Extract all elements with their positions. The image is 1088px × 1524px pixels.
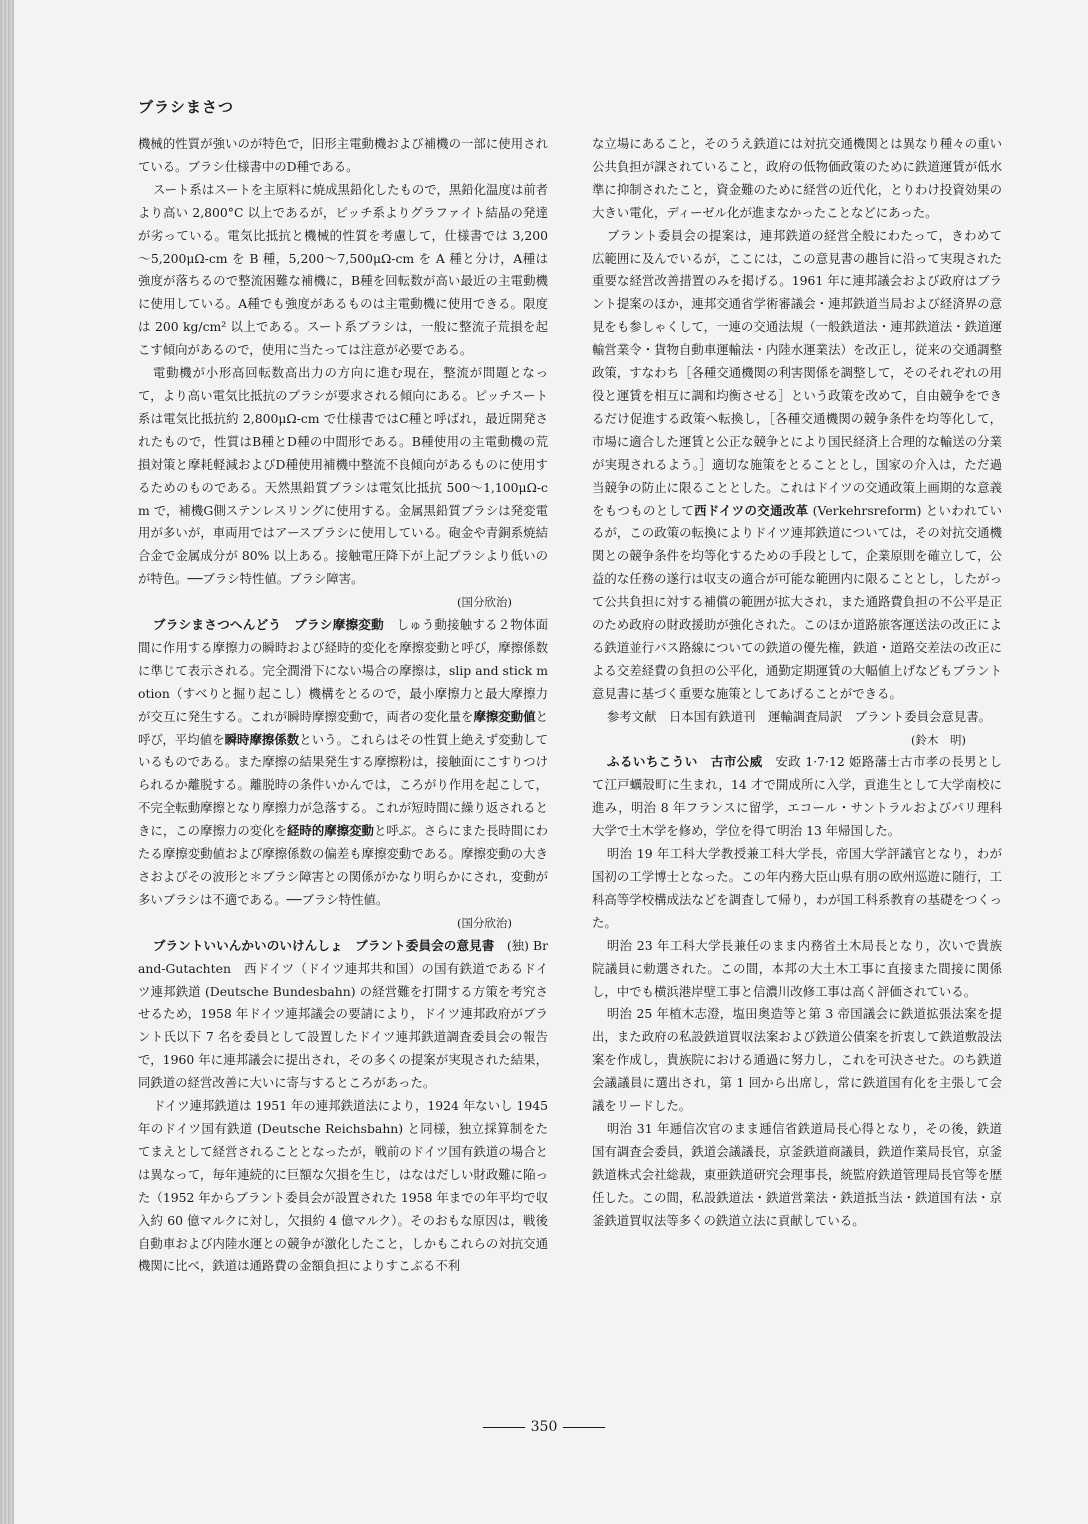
running-head: ブラシまさつ [138, 98, 235, 116]
paragraph: スート系はスートを主原料に焼成黒鉛化したもので，黒鉛化温度は前者より高い 2,800°C 以上であるが，ピッチ系よりグラファイト結晶の発達が劣っている。電気比抵抗と機械的性質を考慮して，仕様書では 3,200～5,200μΩ-cm を B 種，5,200～7,500μΩ-cm を A 種と分け，A種は強度が落ちるので整流困難な補機に，B種を回転数が高い最近の主電動機に使用している。A種でも強度があるものは主電動機に使用できる。限度は 200 kg/cm² 以上である。スート系ブラシは，一般に整流子荒損を起こす傾向があるので，使用に当たっては注意が必要である。 [138, 181, 548, 358]
entry-text: と呼び，平均値を [138, 708, 548, 747]
paragraph: 明治 25 年植木志澄，塩田奥造等と第 3 帝国議会に鉄道拡張法案を提出，また政府の私設鉄道買収法案および鉄道公債案を折衷して鉄道敷設法案を作成し，貴族院における通過に努力し，これを可決させた。のち鉄道会議議員に選出され，第 1 回から出席し，常に鉄道国有化を主張して会議をリードした。 [592, 1006, 1002, 1114]
entry-text: (独) Brand-Gutachten 西ドイツ（ドイツ連邦共和国）の国有鉄道であるドイツ連邦鉄道 (Deutsche Bundesbahn) の経営難を打開する方策を考究させるため，1958 年ドイツ連邦議会の要請により，ドイツ連邦政府がブラント氏以下 7 名を委員として設置したドイツ連邦鉄道調査委員会の報告で，1960 年に連邦議会に提出され，その多くの提案が実現された結果，同鉄道の経営改善に大いに寄与するところがあった。 [138, 937, 549, 1091]
reference-note: 参考文献 日本国有鉄道刊 運輸調査局訳 ブラント委員会意見書。 [606, 708, 991, 724]
term-bold: 摩擦変動値 [473, 708, 536, 724]
term-bold: 西ドイツの交通改革 [694, 502, 809, 518]
paragraph: 電動機が小形高回転数高出力の方向に進む現在，整流が問題となって，より高い電気比抵抗のブラシが要求される傾向にある。ピッチスート系は電気比抵抗約 2,800μΩ-cm で仕様書ではC種と呼ばれ，最近開発されたもので，性質はB種とD種の中間形である。B種使用の主電動機の荒損対策と摩耗軽減およびD種使用補機中整流不良傾向があるものに使用するためのものである。天然黒鉛質ブラシは電気比抵抗 500～1,100μΩ-cm で，補機G側ステンレスリングに使用する。金属黒鉛質ブラシは発変電用が多いが，車両用ではアースブラシに使用している。砲金や青銅系焼結合金で金属成分が 80% 以上ある。接触電圧降下が上記ブラシより低いのが特色。──ブラシ特性値。ブラシ障害。 [138, 365, 548, 587]
dash-right [563, 1427, 605, 1428]
page-number-footer [0, 1419, 1088, 1435]
entry-text: と呼ぶ。さらにまた長時間にわたる摩擦変動値および摩擦係数の偏差も摩擦変動である。摩擦変動の大きさおよびその波形と＊ブラシ障害との関係がかなり明らかにされ，変動が多いブラシは不適である。──ブラシ特性値。 [138, 823, 549, 907]
entry-text: 安政 1·7·12 姫路藩士古市孝の長男として江戸蠣殻町に生まれ，14 才で開成所に入学，貢進生として大学南校に進み，明治 8 年フランスに留学，エコール・サントラルおよびパリ理科大学で土木学を修め，学位を得て明治 13 年帰国した。 [592, 754, 1003, 839]
term-bold: 瞬時摩擦係数 [224, 731, 300, 747]
right-column [592, 133, 1002, 1233]
page-number: 350 [530, 1419, 558, 1435]
paragraph-text: ブラント委員会の提案は，連邦鉄道の経営全般にわたって，きわめて広範囲に及んでいるが，ここには，この意見書の趣旨に沿って実現された重要な経営改善措置のみを掲げる。1961 年に連邦議会および政府はブラント提案のほか，連邦交通省学術審議会・連邦鉄道当局および経済界の意見をも参しゃくして，一連の交通法規（一般鉄道法・連邦鉄道法・鉄道運輸営業令・貨物自動車運輸法・内陸水運業法）を改正し，従来の交通調整政策，すなわち［各種交通機関の利害関係を調整して，そのそれぞれの用役と運賃を相互に調和均衡させる］という政策を改めて，自由競争をできるだけ促進する政策へ転換し，［各種交通機関の競争条件を均等化して，市場に適合した運賃と公正な競争とにより国民経済上合理的な輸送の分業が実現されるよう。］適切な施策をとることとし，国家の介入は，ただ過当競争の防止に限ることとした。これはドイツの交通政策上画期的な意義をもつものとして [592, 227, 1002, 518]
entry-heading: ふるいちこうい 古市公威 [606, 754, 763, 770]
paragraph: 機械的性質が強いのが特色で，旧形主電動機および補機の一部に使用されている。ブラシ仕様書中のD種である。 [138, 136, 548, 174]
term-bold: 経時的摩擦変動 [287, 823, 374, 839]
dash-left [483, 1427, 525, 1428]
paragraph [592, 225, 1002, 706]
paragraph-text: (Verkehrsreform) といわれているが，この政策の転換によりドイツ連邦鉄道については，その対抗交通機関との競争条件を均等化するための手段として，企業原則を確立して，公益的な任務の遂行は収支の適合が可能な範囲内に限ることとし，したがって公共負担に対する補償の範囲が拡大され，また通路費負担の不公平是正のため政府の財政援助が強化された。このほか道路旅客運送法の改正による鉄道並行バス路線についての鉄道の優先権，鉄道・道路交差法の改正による交差経費の負担の公平化，通勤定期運賃の大幅値上げなどもブラント意見書に基づく重要な施策としてあげることができる。 [592, 502, 1002, 701]
author-signature: (国分欣治) [457, 915, 512, 930]
paragraph: ドイツ連邦鉄道は 1951 年の連邦鉄道法により，1924 年ないし 1945 年のドイツ国有鉄道 (Deutsche Reichsbahn) と同様，独立採算制をたてまえとして経営されることとなったが，戦前のドイツ国有鉄道の場合とは異なって，毎年連続的に巨額な欠損を生じ，はなはだしい財政難に陥った（1952 年からブラント委員会が設置された 1958 年までの年平均で収入約 60 億マルクに対し，欠損約 4 億マルク）。そのおもな原因は，戦後自動車および内陸水運との競争が激化したこと，しかもこれらの対抗交通機関に比べ，鉄道は通路費の金額負担によりすこぶる不利 [138, 1098, 548, 1274]
paragraph: 明治 31 年逓信次官のまま逓信省鉄道局長心得となり，その後，鉄道国有調査会委員，鉄道会議議長，京釜鉄道商議員，鉄道作業局長官，京釜鉄道株式会社総裁，東亜鉄道研究会理事長，統監府鉄道管理局長官等を歴任した。この間，私設鉄道法・鉄道営業法・鉄道抵当法・鉄道国有法・京釜鉄道買収法等多くの鉄道立法に貢献している。 [592, 1120, 1002, 1228]
left-column [138, 133, 548, 1278]
paragraph: 明治 19 年工科大学教授兼工科大学長，帝国大学評議官となり，わが国初の工学博士となった。この年内務大臣山県有朋の欧州巡遊に随行，工科高等学校構成法などを調査して帰り，わが国工科系教育の基礎をつくった。 [592, 846, 1002, 930]
entry-heading: ブラシまさつへんどう ブラシ摩擦変動 [152, 617, 384, 633]
entry-text: しゅう動接触する２物体面間に作用する摩擦力の瞬時および経時的変化を摩擦変動と呼び，摩擦係数に準じて表示される。完全潤滑下にない場合の摩擦は，slip and stick motion（すべりと掘り起こし）機構をとるので，最小摩擦力と最大摩擦力が交互に発生する。これが瞬時摩擦変動で，両者の変化量を [138, 617, 549, 724]
author-signature: (鈴木 明) [911, 732, 966, 747]
entry-brand-report [138, 935, 548, 1095]
paragraph: 明治 23 年工科大学長兼任のまま内務省土木局長となり，次いで貴族院議員に勅選された。この間，本邦の大土木工事に直接また間接に関係し，中でも横浜港岸壁工事と信濃川改修工事は高く評価されている。 [592, 937, 1002, 999]
entry-heading: ブラントいいんかいのいけんしょ ブラント委員会の意見書 [152, 937, 495, 953]
author-signature: (国分欣治) [457, 595, 512, 610]
entry-furuichi-koi [592, 751, 1002, 843]
binding-edge [0, 0, 14, 1524]
paragraph: な立場にあること，そのうえ鉄道には対抗交通機関とは異なり種々の重い公共負担が課されていること，政府の低物価政策のために鉄道運賃が低水準に抑制されたこと，資金難のために経営の近代化，とりわけ投資効果の大きい電化，ディーゼル化が進まなかったことなどにあった。 [592, 136, 1002, 220]
entry-brush-friction-variation [138, 614, 548, 912]
entry-text: という。これらはその性質上絶えず変動しているものである。また摩擦の結果発生する摩擦粉は，接触面にこすりつけられるか離脱する。離脱時の条件いかんでは，ころがり作用を起こして，不完全転動摩擦となり摩擦力が急落する。これが短時間に繰り返されるときに，この摩擦力の変化を [138, 731, 549, 839]
